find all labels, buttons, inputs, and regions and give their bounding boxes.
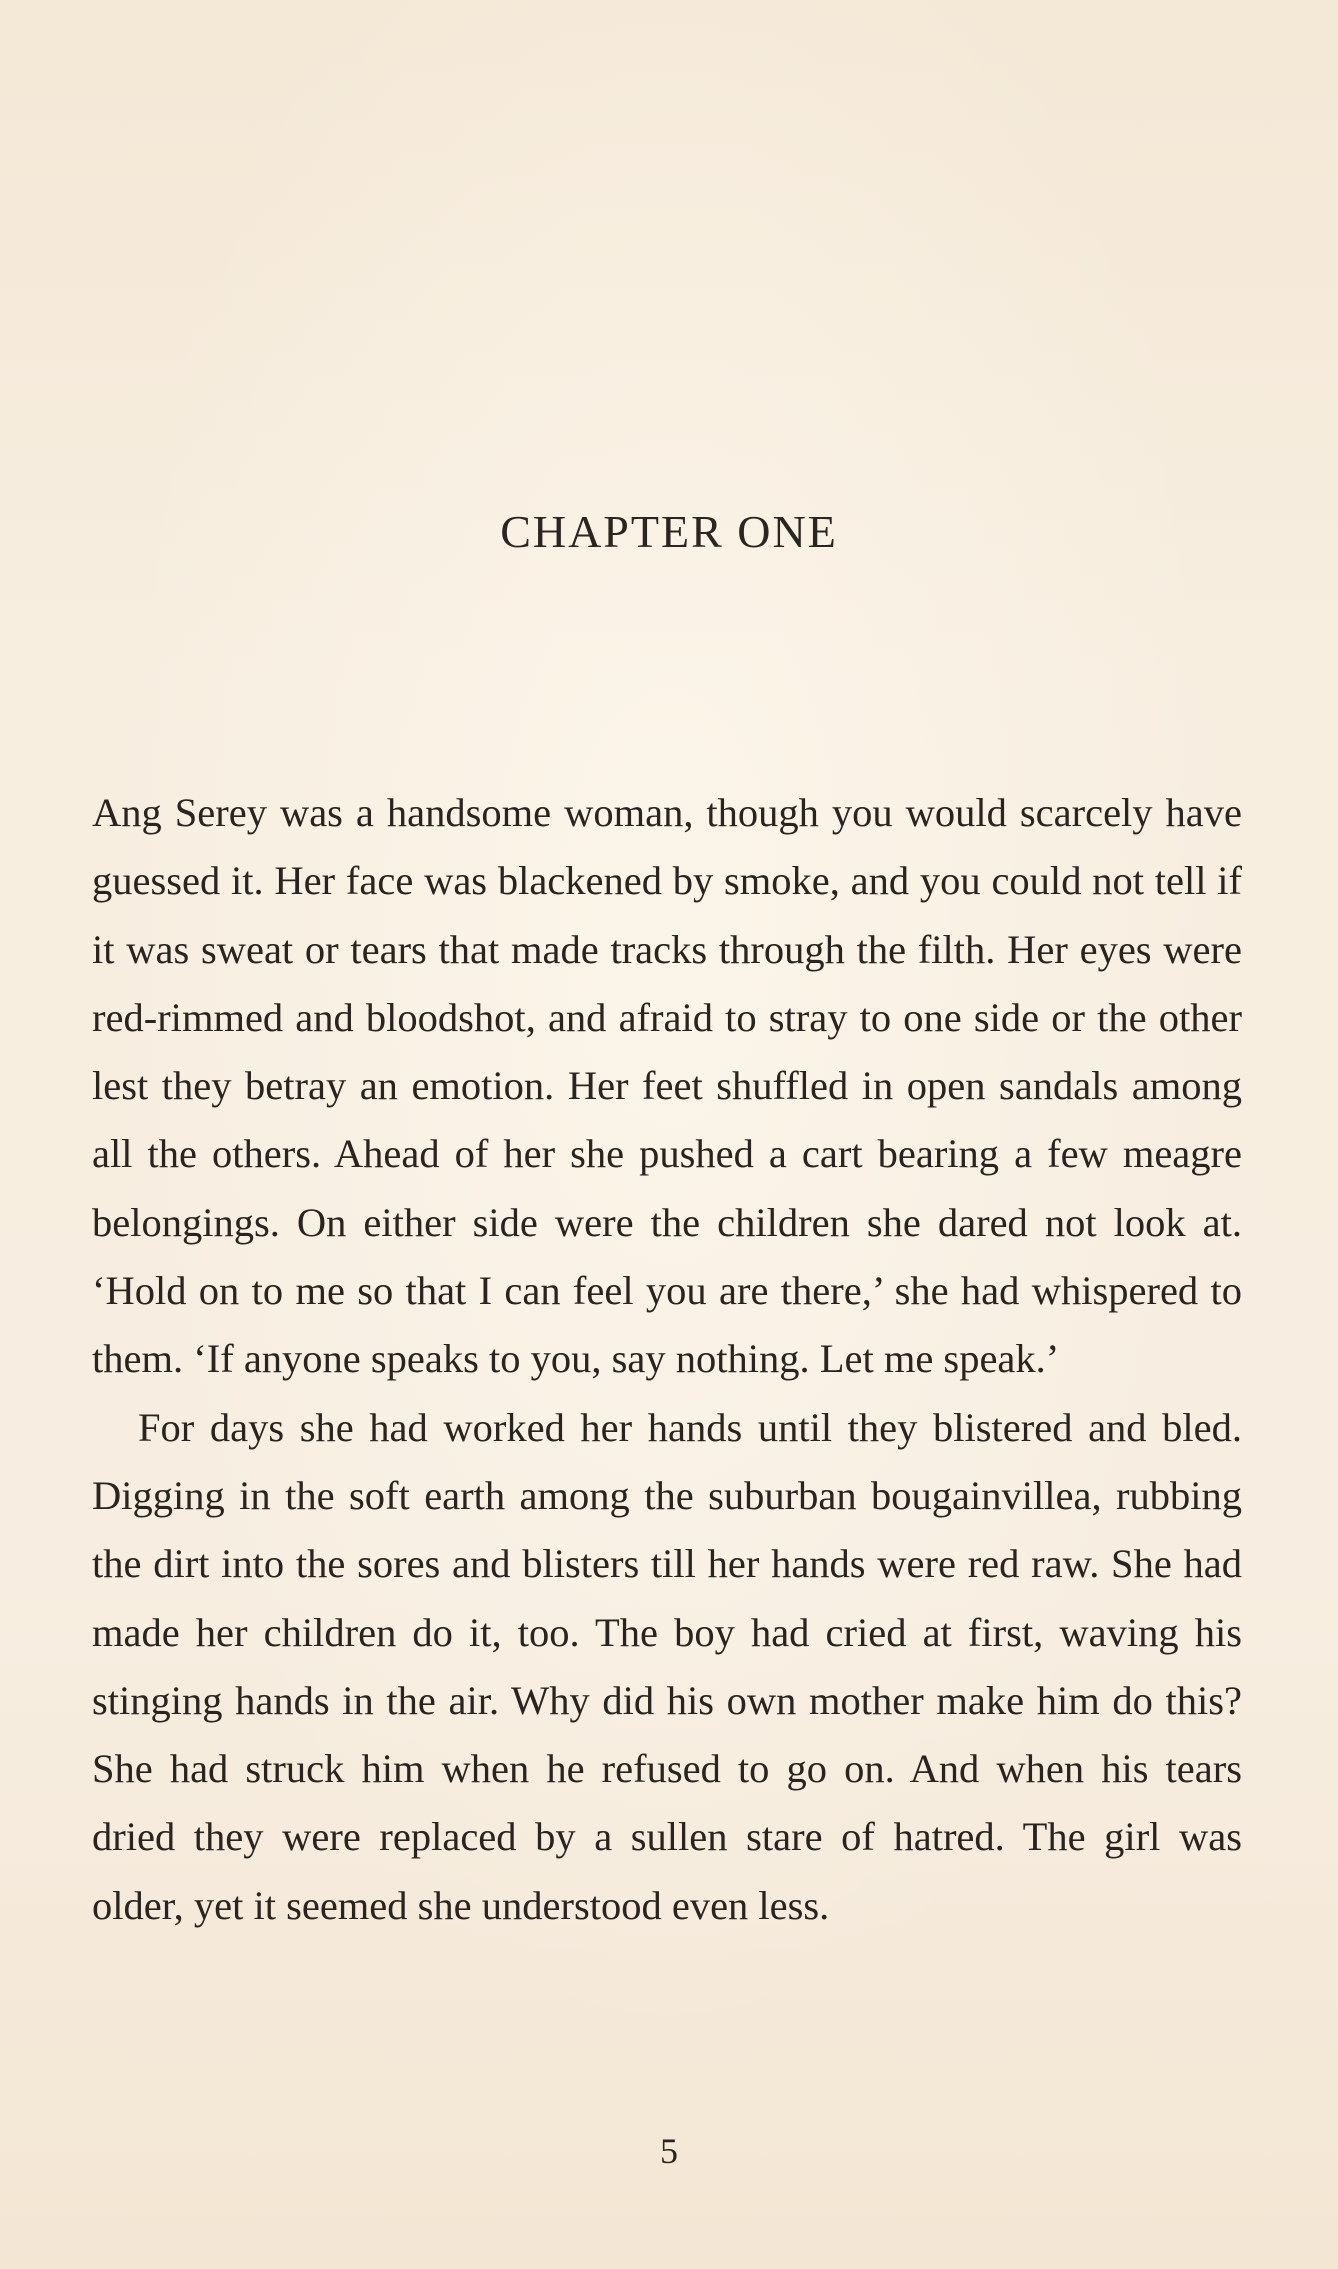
paragraph: For days she had worked her hands until they blistered and bled. Digging in the soft earth among the suburban bougainvillea, rubbing the dirt into the sores and blisters till her hands were red raw. She had made her children do it, too. The boy had cried at first, waving his stinging hands in the air. Why did his own mother make him do this? She had struck him when he refused to go on. And when his tears dried they were replaced by a sullen stare of hatred. The girl was older, yet it seemed she understood even less. (92, 1404, 1242, 1928)
body-text (92, 779, 1242, 1940)
paragraph: Ang Serey was a handsome woman, though you would scarcely have guessed it. Her face was blackened by smoke, and you could not tell if it was sweat or tears that made tracks through the filth. Her eyes were red-rimmed and bloodshot, and afraid to stray to one side or the other lest they betray an emotion. Her feet shuffled in open sandals among all the others. Ahead of her she pushed a cart bearing a few meagre belongings. On either side were the children she dared not look at. ‘Hold on to me so that I can feel you are there,’ she had whispered to them. ‘If anyone speaks to you, say nothing. Let me speak.’ (92, 790, 1242, 1382)
chapter-title: CHAPTER ONE (500, 506, 838, 557)
page-number: 5 (660, 2131, 678, 2171)
